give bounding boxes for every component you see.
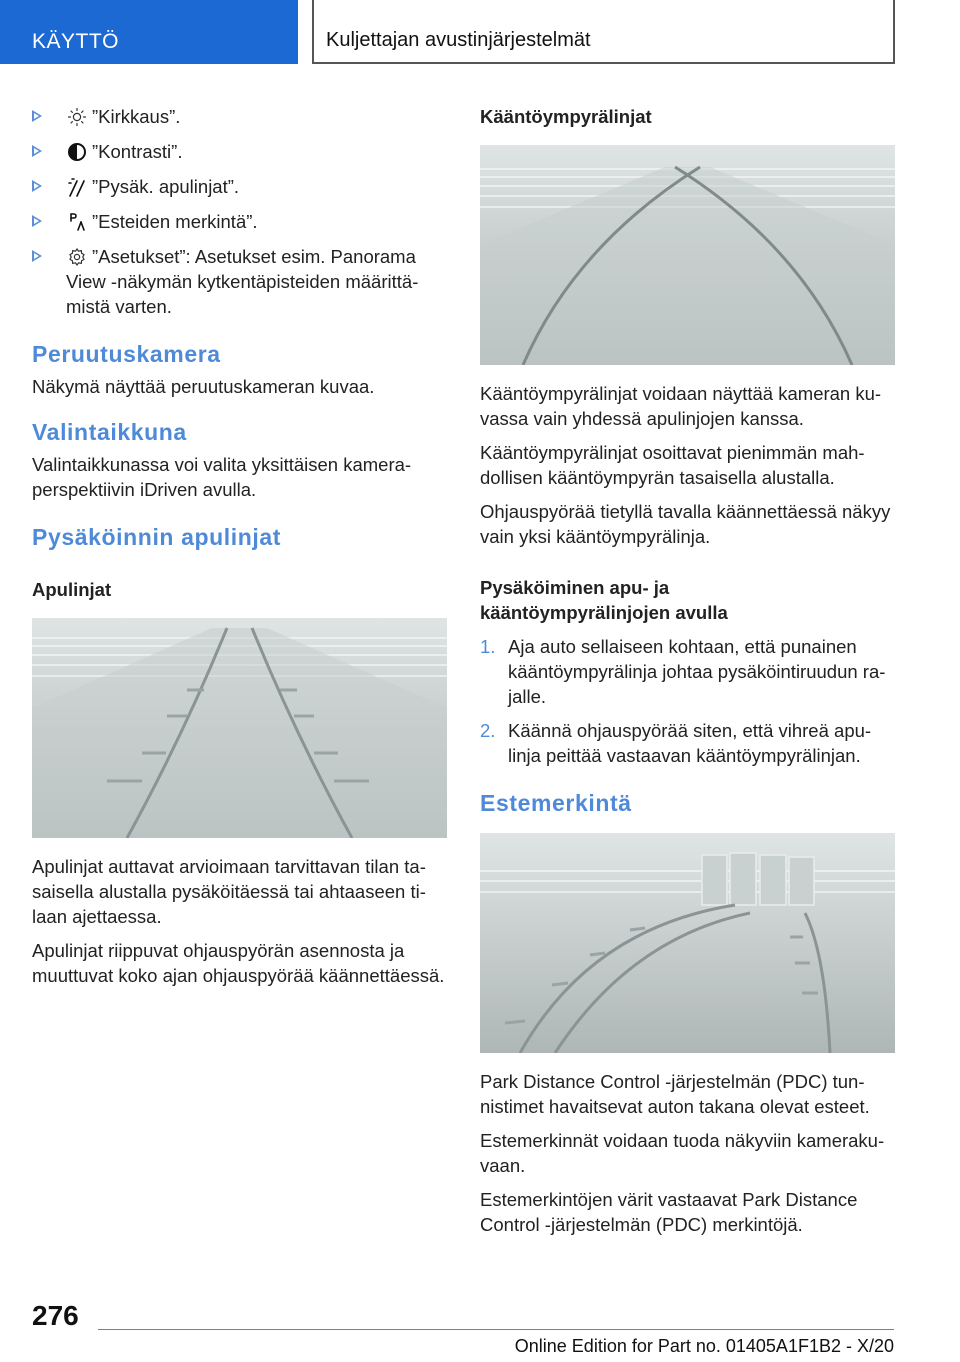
footer-edition-text: Online Edition for Part no. 01405A1F1B2 - X/20 bbox=[514, 1336, 894, 1356]
paragraph: Kääntöympyrälinjat voidaan näyttää kameran kuvassa vain yhdessä apulinjojen kanssa. bbox=[480, 383, 882, 429]
step-text: Aja auto sellaiseen kohtaan, että punainen kääntöympyrälinja johtaa pysäköintiruudun rajalle. bbox=[508, 636, 886, 707]
header-chapter-title: Kuljettajan avustinjärjestelmät bbox=[312, 0, 895, 64]
left-column bbox=[32, 104, 447, 997]
contrast-icon bbox=[66, 142, 88, 162]
page-number: 276 bbox=[32, 1300, 79, 1331]
paragraph: Ohjauspyörää tietyllä tavalla käännettäessä näkyy vain yksi kääntöympyrälinja. bbox=[480, 501, 891, 547]
list-item bbox=[32, 104, 447, 129]
list-item-text: ”Kirkkaus”. bbox=[92, 106, 181, 127]
paragraph: Apulinjat auttavat arvioimaan tarvittavan tilan tasaisella alustalla pysäköitäessä tai ahtaaseen tilaan ajettaessa. bbox=[32, 856, 426, 927]
list-item-text: ”Asetukset”: Asetukset esim. Panorama View -näkymän kytkentäpisteiden määrittämistä varten. bbox=[66, 246, 419, 317]
footer-divider bbox=[98, 1329, 894, 1330]
list-item bbox=[32, 174, 447, 199]
list-item-text: ”Pysäk. apulinjat”. bbox=[92, 176, 240, 197]
obstacle-marking-icon bbox=[66, 212, 88, 232]
numbered-step bbox=[480, 718, 895, 768]
paragraph: Valintaikkunassa voi valita yksittäisen kameraperspektiivin iDriven avulla. bbox=[32, 454, 412, 500]
paragraph: Estemerkintöjen värit vastaavat Park Distance Control -järjestelmän (PDC) merkintöjä. bbox=[480, 1189, 858, 1235]
list-item bbox=[32, 209, 447, 234]
bullet-triangle-icon bbox=[32, 180, 42, 192]
list-item-text: ”Kontrasti”. bbox=[92, 141, 183, 162]
paragraph: Park Distance Control -järjestelmän (PDC) tunnistimet havaitsevat auton takana olevat esteet. bbox=[480, 1071, 870, 1117]
parking-guide-lines-figure bbox=[32, 618, 447, 838]
step-number: 2. bbox=[480, 720, 496, 741]
paragraph: Estemerkinnät voidaan tuoda näkyviin kamerakuvaan. bbox=[480, 1130, 885, 1176]
list-item bbox=[32, 139, 447, 164]
bullet-triangle-icon bbox=[32, 250, 42, 262]
section-heading: Pysäköinnin apulinjat bbox=[32, 524, 282, 550]
brightness-icon bbox=[66, 107, 88, 127]
settings-gear-icon bbox=[66, 247, 88, 267]
subheading: Pysäköiminen apu- ja kääntöympyrälinjojen avulla bbox=[480, 577, 728, 623]
paragraph: Apulinjat riippuvat ohjauspyörän asennosta ja muuttuvat koko ajan ohjauspyörää käännettäessä. bbox=[32, 940, 445, 986]
paragraph: Kääntöympyrälinjat osoittavat pienimmän mahdollisen kääntöympyrän tasaisella alustalla. bbox=[480, 442, 865, 488]
bullet-triangle-icon bbox=[32, 145, 42, 157]
right-column bbox=[480, 104, 895, 1246]
header-section-tab: KÄYTTÖ bbox=[0, 0, 298, 64]
step-number: 1. bbox=[480, 636, 496, 657]
section-heading: Valintaikkuna bbox=[32, 419, 187, 445]
obstacle-marking-figure bbox=[480, 833, 895, 1053]
section-heading: Peruutuskamera bbox=[32, 341, 221, 367]
turning-circle-lines-figure bbox=[480, 145, 895, 365]
step-text: Käännä ohjauspyörää siten, että vihreä apulinja peittää vastaavan kääntöympyrälinjan. bbox=[508, 720, 872, 766]
list-item bbox=[32, 244, 447, 319]
paragraph: Näkymä näyttää peruutuskameran kuvaa. bbox=[32, 376, 375, 397]
bullet-triangle-icon bbox=[32, 215, 42, 227]
subheading: Kääntöympyrälinjat bbox=[480, 106, 652, 127]
section-heading: Estemerkintä bbox=[480, 790, 632, 816]
list-item-text: ”Esteiden merkintä”. bbox=[92, 211, 258, 232]
bullet-triangle-icon bbox=[32, 110, 42, 122]
subheading: Apulinjat bbox=[32, 579, 112, 600]
parking-lines-icon bbox=[66, 177, 88, 197]
numbered-step bbox=[480, 634, 895, 709]
